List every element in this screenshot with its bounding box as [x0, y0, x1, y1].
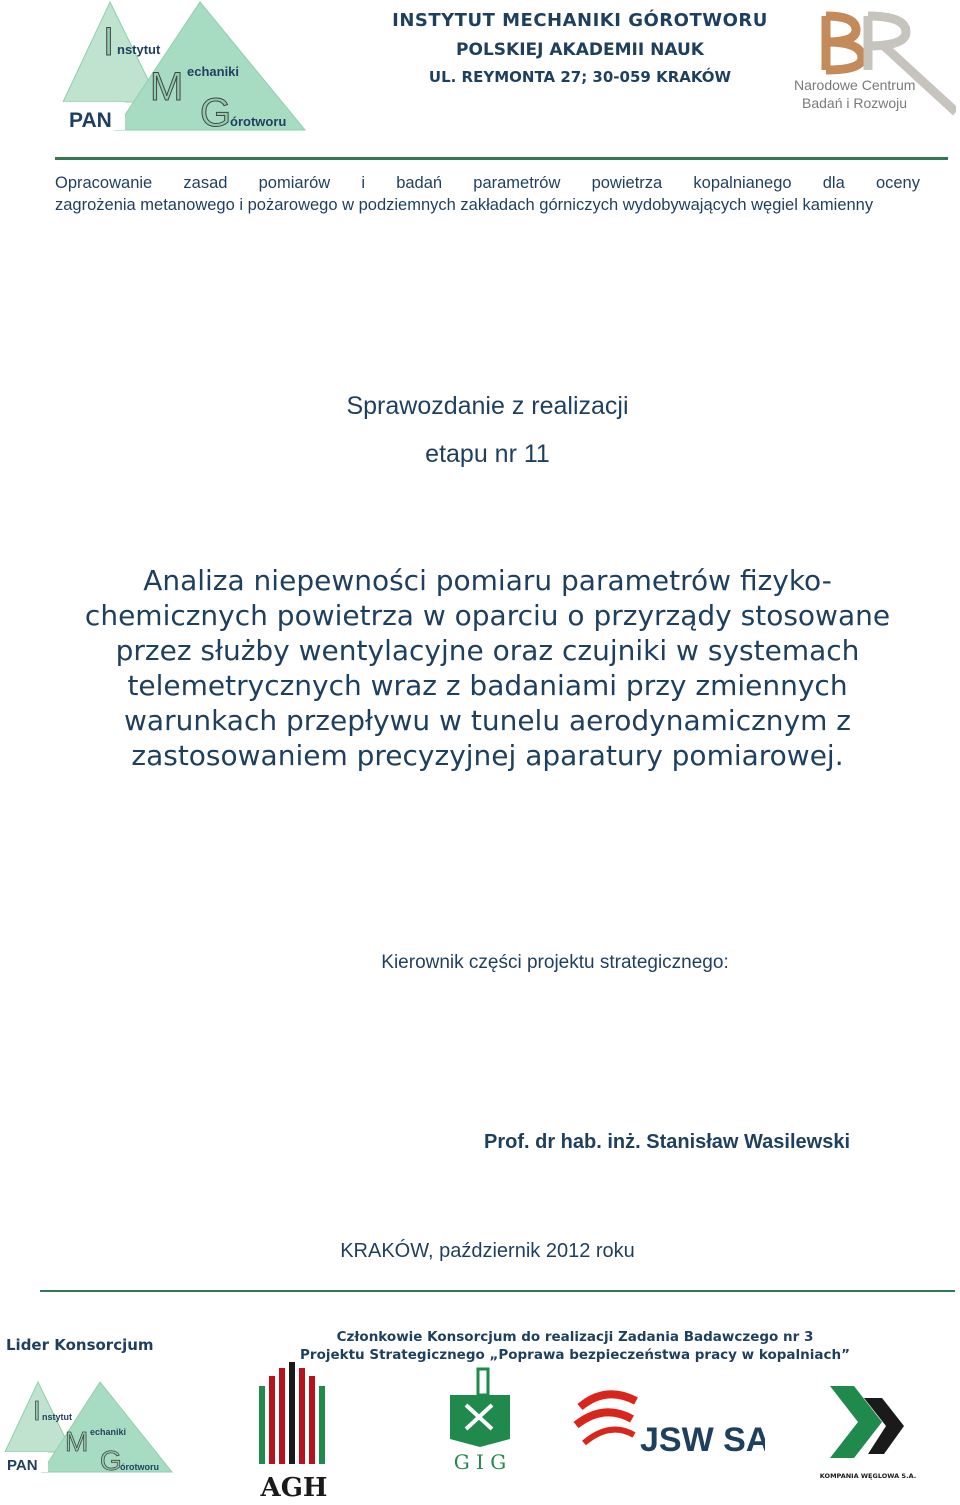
institute-address: UL. REYMONTA 27; 30-059 KRAKÓW: [428, 68, 732, 86]
logo-letter-i: I: [103, 20, 115, 64]
consortium-members: [290, 1328, 860, 1364]
ncbr-logo: [788, 8, 956, 126]
kompania-weglowa-logo: [820, 1378, 920, 1488]
report-heading: Sprawozdanie z realizacji: [346, 392, 629, 420]
institute-academy: POLSKIEJ AKADEMII NAUK: [456, 40, 704, 60]
report-title: [30, 563, 945, 773]
logo-word-echaniki: echaniki: [187, 64, 240, 79]
project-subject-line1: Opracowanie zasad pomiarów i badań parametrów powietrza kopalnianego dla oceny: [55, 174, 920, 192]
ncbr-line2: Badań i Rozwoju: [802, 95, 908, 111]
report-stage: etapu nr 11: [425, 440, 550, 468]
jsw-logo: [570, 1385, 765, 1465]
imgpan-logo: [55, 0, 310, 135]
small-logo-pan: PAN: [7, 1457, 38, 1474]
title-line: zastosowaniem precyzyjnej aparatury pomiarowej.: [131, 739, 844, 772]
agh-text: AGH: [260, 1473, 328, 1500]
gig-text: G I G: [453, 1450, 507, 1474]
logo-letter-g: G: [200, 91, 232, 135]
title-line: warunkach przepływu w tunelu aerodynamicznym z: [124, 704, 851, 737]
manager-name: Prof. dr hab. inż. Stanisław Wasilewski: [484, 1131, 851, 1153]
lider-label: Lider Konsorcjum: [6, 1336, 154, 1354]
small-logo-word-orotworu: órotworu: [120, 1462, 159, 1472]
title-line: przez służby wentylacyjne oraz czujniki w systemach: [115, 634, 860, 667]
header-divider: [55, 157, 948, 160]
small-logo-word-echaniki: echaniki: [90, 1427, 127, 1437]
title-line: Analiza niepewności pomiaru parametrów fizyko-: [143, 564, 832, 597]
footer-divider: [40, 1290, 955, 1292]
title-line: telemetrycznych wraz z badaniami przy zmiennych: [127, 669, 848, 702]
gig-logo: [440, 1365, 520, 1475]
kw-text: KOMPANIA WĘGLOWA S.A.: [820, 1472, 917, 1480]
members-line1: Członkowie Konsorcjum do realizacji Zadania Badawczego nr 3: [336, 1329, 814, 1345]
project-subject: [55, 172, 920, 216]
institute-name: INSTYTUT MECHANIKI GÓROTWORU: [392, 10, 768, 31]
members-line2: Projektu Strategicznego „Poprawa bezpieczeństwa pracy w kopalniach”: [300, 1347, 850, 1363]
small-logo-letter-m: M: [65, 1426, 89, 1457]
manager-label: Kierownik części projektu strategicznego:: [381, 952, 729, 973]
logo-letter-m: M: [150, 65, 184, 109]
logo-word-orotworu: órotworu: [230, 114, 287, 129]
small-logo-letter-g: G: [100, 1445, 122, 1475]
imgpan-logo-small: [0, 1380, 175, 1475]
agh-logo: [255, 1358, 333, 1500]
city-date: KRAKÓW, październik 2012 roku: [340, 1240, 635, 1262]
jsw-text: JSW SA: [640, 1421, 765, 1459]
title-line: chemicznych powietrza w oparciu o przyrządy stosowane: [84, 599, 891, 632]
project-subject-rest: zagrożenia metanowego i pożarowego w podziemnych zakładach górniczych wydobywających węgiel kamienny: [55, 196, 874, 214]
small-logo-word-nstytut: nstytut: [42, 1412, 72, 1422]
logo-word-nstytut: nstytut: [117, 42, 161, 57]
ncbr-line1: Narodowe Centrum: [794, 77, 916, 93]
small-logo-letter-i: I: [33, 1395, 41, 1426]
logo-pan: PAN: [69, 109, 112, 132]
